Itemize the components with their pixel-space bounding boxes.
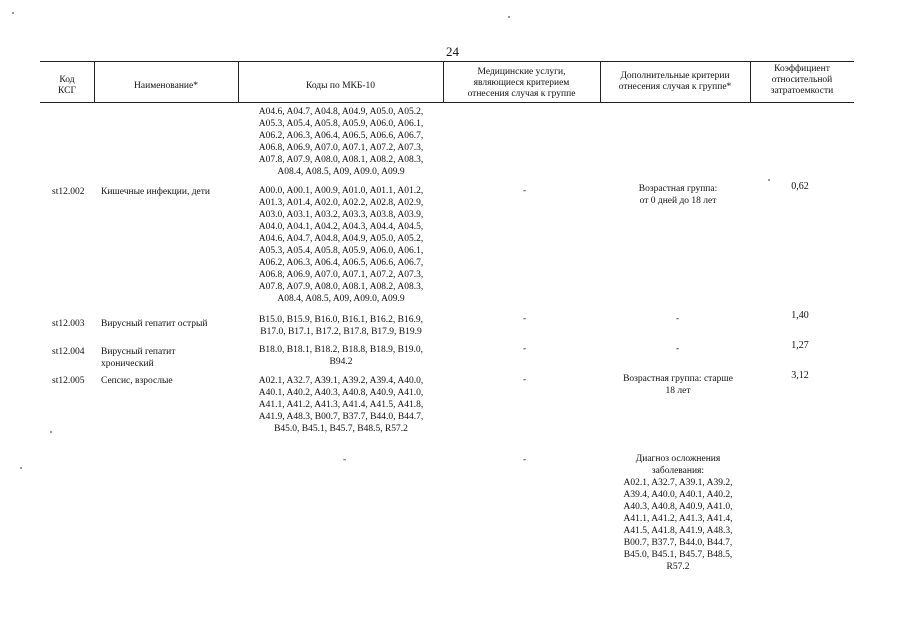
- scan-speck: [12, 12, 14, 14]
- row-services: -: [523, 375, 527, 385]
- row-icd-codes: B15.0, B15.9, B16.0, B16.1, B16.2, B16.9, B17.0, B17.1, B17.2, B17.8, B17.9, B19.9: [259, 315, 423, 337]
- extra-row-icd: -: [343, 455, 347, 465]
- row-name: Сепсис, взрослые: [101, 376, 173, 386]
- row-code: st12.002: [52, 187, 85, 197]
- row-coefficient: 1,40: [791, 310, 809, 321]
- scan-speck: [768, 179, 770, 181]
- row-services: -: [523, 186, 527, 196]
- row-coefficient: 1,27: [791, 340, 809, 351]
- header-code: Код КСГ: [58, 75, 76, 96]
- row-extra-criteria: -: [676, 314, 680, 324]
- header-bottom-rule: [40, 102, 854, 103]
- row-services: -: [523, 314, 527, 324]
- row-extra-criteria: Возрастная группа: от 0 дней до 18 лет: [638, 184, 718, 206]
- header-icd: Коды по МКБ-10: [305, 81, 376, 91]
- scan-speck: [508, 16, 510, 18]
- row-extra-criteria: Возрастная группа: старше 18 лет: [623, 374, 733, 396]
- row-coefficient: 3,12: [791, 370, 809, 381]
- row-icd-codes: A02.1, A32.7, A39.1, A39.2, A39.4, A40.0, A40.1, A40.2, A40.3, A40.8, A40.9, A41.0, A41.1, A41.2, A41.3, A41.4, A41.5, A41.8, A41.9, A48.3, B00.7, B37.7, B44.0, B44.7, B45.0, B45.1, B45.7, B48.5, R57.2: [258, 376, 424, 434]
- header-coef: Коэффициент относительной затратоемкости: [770, 64, 834, 96]
- row-code: st12.003: [52, 319, 85, 329]
- extra-row-services: -: [523, 455, 527, 465]
- row-services: -: [523, 344, 527, 354]
- scan-speck: [50, 431, 52, 433]
- row-name: Кишечные инфекции, дети: [101, 187, 210, 197]
- row-icd-codes: B18.0, B18.1, B18.2, B18.8, B18.9, B19.0, B94.2: [259, 345, 423, 367]
- header-name: Наименование*: [134, 81, 198, 91]
- continuation-icd-codes: A04.6, A04.7, A04.8, A04.9, A05.0, A05.2, A05.3, A05.4, A05.8, A05.9, A06.0, A06.1, A06.2, A06.3, A06.4, A06.5, A06.6, A06.7, A06.8, A06.9, A07.0, A07.1, A07.2, A07.3, A07.8, A07.9, A08.0, A08.1, A08.2, A08.3, A08.4, A08.5, A09, A09.0, A09.9: [258, 107, 424, 177]
- row-coefficient: 0,62: [791, 181, 809, 192]
- extra-row-criteria: Диагноз осложнения заболевания: A02.1, A32.7, A39.1, A39.2, A39.4, A40.0, A40.1, A40.2, A40.3, A40.8, A40.9, A41.0, A41.1, A41.2, A41.3, A41.4, A41.5, A41.8, A41.9, A48.3, B00.7, B37.7, B44.0, B44.7, B45.0, B45.1, B45.7, B48.5, R57.2: [623, 454, 733, 572]
- header-services: Медицинские услуги, являющиеся критерием отнесения случая к группе: [467, 67, 576, 99]
- page-number: 24: [446, 44, 459, 59]
- header-top-rule: [40, 61, 854, 62]
- row-code: st12.005: [52, 376, 85, 386]
- row-name: Вирусный гепатит острый: [101, 319, 208, 329]
- header-extra: Дополнительные критерии отнесения случая к группе*: [618, 71, 732, 92]
- row-extra-criteria: -: [676, 344, 680, 354]
- scan-speck: [20, 467, 22, 469]
- row-name: Вирусный гепатит хронический: [101, 347, 176, 369]
- row-code: st12.004: [52, 347, 85, 357]
- row-icd-codes: A00.0, A00.1, A00.9, A01.0, A01.1, A01.2, A01.3, A01.4, A02.0, A02.2, A02.8, A02.9, A03.0, A03.1, A03.2, A03.3, A03.8, A03.9, A04.0, A04.1, A04.2, A04.3, A04.4, A04.5, A04.6, A04.7, A04.8, A04.9, A05.0, A05.2, A05.3, A05.4, A05.8, A05.9, A06.0, A06.1, A06.2, A06.3, A06.4, A06.5, A06.6, A06.7, A06.8, A06.9, A07.0, A07.1, A07.2, A07.3, A07.8, A07.9, A08.0, A08.1, A08.2, A08.3, A08.4, A08.5, A09, A09.0, A09.9: [258, 186, 424, 304]
